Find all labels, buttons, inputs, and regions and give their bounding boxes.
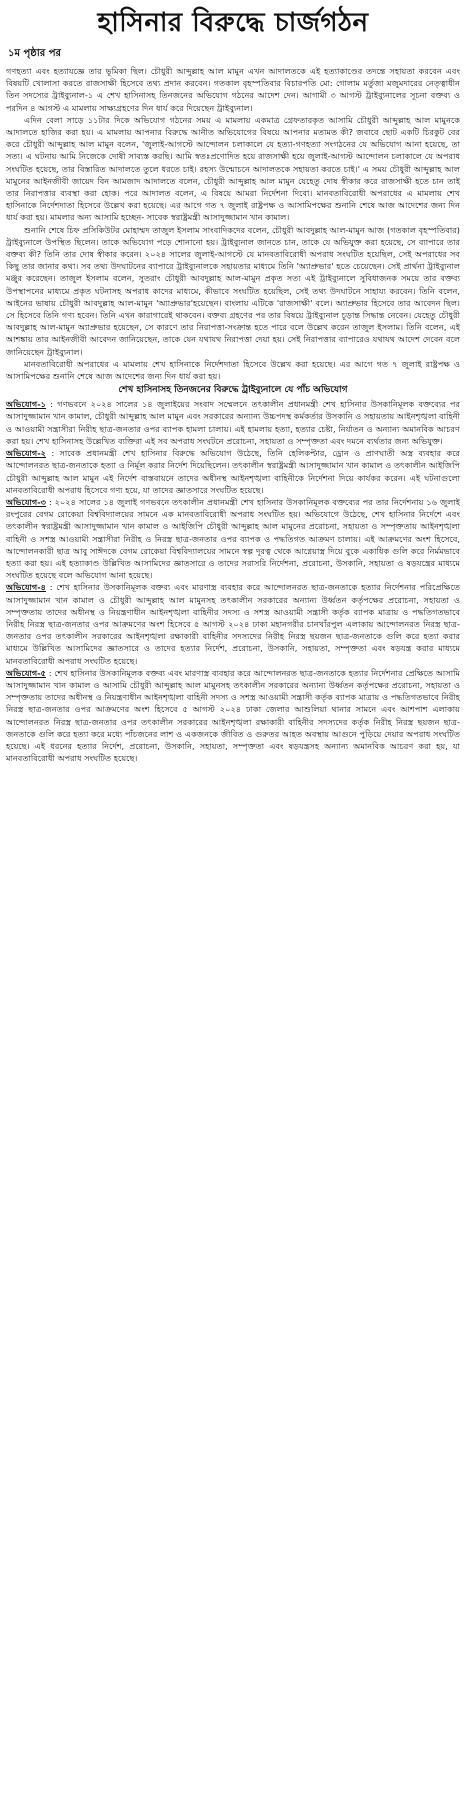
news-article [6, 4, 460, 764]
charge-text: : শেখ হাসিনার উসকানিমূলক বক্তব্য এবং মারণাস্ত্র ব্যবহার করে আন্দোলনরত ছাত্র-জনতাকে হত্যার নির্দেশনার পরিপ্রেক্ষিতে আসাদুজ্জামান খান কামাল ও চৌধুরী আব্দুল্লাহ আল মামুনসহ তৎকালীন সরকারের অন্যান্য উর্ধ্বতন কর্তৃপক্ষের প্ররোচনা, সহায়তা ও সম্পৃক্ততায় তাদের অধীনস্থ ও নিয়ন্ত্রণাধীন আইনশৃঙ্খলা বাহিনীর সদস্য ও সশস্ত্র আওয়ামী সন্ত্রাসী কর্তৃক ব্যাপক মাত্রায় ও পদ্ধতিগতভাবে নিরীহ নিরস্ত্র ছাত্র-জনতার ওপর আক্রমণের অংশ হিসেবে ৫ আগস্ট ২০২৪ ঢাকা মহানগরীর চানখাঁরপুল এলাকায় আন্দোলনরত নিরস্ত্র ছাত্র-জনতার ওপর তৎকালীন সরকারের আইনশৃঙ্খলা রক্ষাকারী বাহিনীর সদস্যদের নিরীহ নিরস্ত্র ছয়জন ছাত্র-জনতাকে গুলি করে হত্যা করার মাধ্যমে উল্লিখিত আসামিদের জ্ঞাতসারে ও তাদের হত্যার নির্দেশ, প্ররোচনা, উসকানি, সহায়তা, সম্পৃক্ততা এবং ষড়যন্ত্র করার মাধ্যমে মানবতাবিরোধী অপরাধ সংঘটিত হয়েছে। [6, 582, 460, 666]
article-paragraph: গণহত্যা এবং হত্যাযজ্ঞে তার ভূমিকা ছিল। চৌধুরী আব্দুল্লাহ আল মামুন এখন আদালতকে এই হত্যাকাণ্ডের তদন্তে সহায়তা করবেন এবং বিষয়টি খোলাসা করতে রাজসাক্ষী হিসেবে তথ্য প্রদান করবেন। গতকাল বৃহস্পতিবার বিচারপতি মো: গোলাম মর্তুজা মজুমদারের নেতৃত্বাধীন তিন সদস্যের ট্রাইব্যুনাল-১ এ শেখ হাসিনাসহ তিনজনের অভিযোগ গঠনের আদেশ দেন। আগামী ৩ আগস্ট ট্রাইব্যুনালের সূচনা বক্তব্য ও পরদিন ৪ আগস্ট এ মামলায় সাক্ষ্যগ্রহণের দিন ধার্য করে দিয়েছেন ট্রাইব্যুনাল। [6, 66, 460, 113]
article-headline: হাসিনার বিরুদ্ধে চার্জগঠন [97, 8, 369, 38]
charge-title: অভিযোগ-৪ [6, 582, 46, 593]
article-paragraph: শুনানি শেষে চিফ প্রসিকিউটর মোহাম্মদ তাজুল ইসলাম সাংবাদিকদের বলেন, চৌধুরী আবদুল্লাহ আল-মামুন আজ (গতকাল বৃহস্পতিবার) ট্রাইব্যুনালে উপস্থিত ছিলেন। তাকে অভিযোগ পড়ে শোনানো হয়। ট্রাইব্যুনাল জানতে চান, তাকে যে অভিযুক্ত করা হয়েছে, সে ব্যাপারে তার বক্তব্য কী? তিনি তার দোষ স্বীকার করেন। ২০২৪ সালের জুলাই-আগস্টে যে মানবতাবিরোধী অপরাধ সংঘটিত হয়েছিল, সেই অপরাধের সব কিছু তার জানার কথা। সব তথ্য উদঘাটনের ব্যাপারে ট্রাইব্যুনালকে সহায়তার মাধ্যমে তিনি 'অ্যাপ্রুভার' হতে চেয়েছেন। সেই প্রার্থনা ট্রাইব্যুনাল মঞ্জুর করেছেন। তাজুল ইসলাম বলেন, সুতরাং চৌধুরী আবদুল্লাহ আল-মামুন প্রকৃত সত্য এই ট্রাইব্যুনালে সুবিধাজনক সময়ে তার বক্তব্য উপস্থাপনের মাধ্যমে প্রকৃত ঘটনাসহ অপরাধ কাদের মাধ্যমে, কীভাবে সংঘটিত হয়েছিল, সেই তথ্য উদঘাটনে সাহায্য করবেন। তিনি বলেন, আইনের ভাষায় চৌধুরী আবদুল্লাহ আল-মামুন 'অ্যাপ্রুভার'হয়েছেন। বাংলায় এটিকে 'রাজসাক্ষী' বলে। অ্যাপ্রুভার হিসেবে তার আবেদন ছিল। সে হিসেবে তিনি গণ্য হবেন। তিনি এখন কারাগারেই থাকবেন। বক্তব্য গ্রহণের পর তার বিষয়ে ট্রাইব্যুনাল চূড়ান্ত সিদ্ধান্ত নেবেন। যেহেতু চৌধুরী আবদুল্লাহ আল-মামুন অ্যাপ্রুভার হয়েছেন, সে কারণে তার নিরাপত্তা-সংক্রান্ত হতে পারে বলে উল্লেখ করেন তাজুল ইসলাম। তিনি বলেন, এই আশঙ্কায় তার আইনজীবী আবেদন জানিয়েছেন, তাকে যেন যথাযথ নিরাপত্তা দেয়া হয়। সেই নিরাপত্তার ব্যাপারেও যথাযথ আদেশ দেবেন বলে জানিয়েছেন ট্রাইব্যুনাল। [6, 224, 460, 357]
charge-item [6, 581, 460, 666]
charge-title: অভিযোগ-৫ [6, 667, 46, 678]
charge-item [6, 667, 460, 765]
charges-subheading: শেখ হাসিনাসহ তিনজনের বিরুদ্ধে ট্রাইব্যুনালে যে পাঁচ অভিযোগ [118, 385, 348, 396]
charge-title: অভিযোগ-৩ [6, 496, 47, 507]
charge-text: : শেখ হাসিনার উসকানিমূলক বক্তব্য এবং মারণাস্ত্র ব্যবহার করে আন্দোলনরত ছাত্র-জনতাকে হত্যার নির্দেশনার প্রেক্ষিতে আসামি আসাদুজ্জামান খান কামাল ও আসামি চৌধুরী আব্দুল্লাহ আল মামুনসহ তৎকালীন সরকারের অন্যান্য উর্ধ্বতন কর্তৃপক্ষের প্ররোচনা, সহায়তা ও সম্পৃক্ততায় তাদের অধীনস্থ ও নিয়ন্ত্রণাধীন আইনশৃঙ্খলা বাহিনী সদস্য ও সশস্ত্র আওয়ামী সন্ত্রাসী কর্তৃক ব্যাপক মাত্রায় ও পদ্ধতিগতভাবে নিরীহ নিরস্ত্র ছাত্র-জনতার ওপর আক্রমণের অংশ হিসেবে ৫ আগস্ট ২০২৪ ঢাকা জেলার আশুলিয়া থানার সামনে এবং আশপাশ এলাকায় আন্দোলনরত নিরস্ত্র ছাত্র-জনতার ওপর তৎকালীন সরকারের আইনশৃঙ্খলা রক্ষাকারী বাহিনীর সদস্যদের কর্তৃক নিরীহ নিরস্ত্র ছয়জন ছাত্র-জনতাকে গুলি করে হত্যা করে মধ্যে পাঁচজনের লাশ ও একজনকে জীবিত ও গুরুতর আহত অবস্থায় আগুনে পুড়িয়ে দেয়ার অপরাধ সংঘটিত হয়েছে। এই ধরনের হত্যার নির্দেশ, প্ররোচনা, উসকানি, সহায়তা, সম্পৃক্ততা এবং ষড়যন্ত্রসহ অন্যান্য অমানবিক আচরণ করা হয়, যা মানবতাবিরোধী অপরাধ সংঘটিত হয়েছে। [6, 667, 460, 764]
charge-item [6, 447, 460, 496]
charge-text: : সাবেক প্রধানমন্ত্রী শেখ হাসিনার বিরুদ্ধে অভিযোগ উঠেছে, তিনি হেলিকপ্টার, ড্রোন ও প্রাণঘাতী অস্ত্র ব্যবহার করে আন্দোলনরত ছাত্র-জনতাকে হত্যা ও নির্মূল করার নির্দেশ দিয়েছিলেন। তৎকালীন স্বরাষ্ট্রমন্ত্রী আসাদুজ্জামান খান কামাল ও তৎকালীন আইজিপি চৌধুরী আব্দুল্লাহ আল মামুন এই নির্দেশ বাস্তবায়নে তাদের অধীনস্থ আইনশৃঙ্খলা বাহিনীকে নির্দেশনা দিয়ে কার্যকর করেন। এই ঘটনাগুলো মানবতাবিরোধী অপরাধ হিসেবে গণ্য হয়ে, যা তাদের জ্ঞাতসারে সংঘটিত হয়েছে। [6, 448, 460, 495]
charge-item [6, 398, 460, 447]
charge-title: অভিযোগ-১ [6, 399, 46, 410]
article-paragraph: এদিন বেলা সাড়ে ১১টার দিকে অভিযোগ গঠনের সময় এ মামলায় একমাত্র গ্রেফতারকৃত আসামি চৌধুরী আব্দুল্লাহ আল মামুনকে আদালতে হাজির করা হয়। এ মামলায় আপনার বিরুদ্ধে আনীত অভিযোগের বিষয়ে আপনার মতামত কী? জবাবে ছোট একটি চিরকুট বের করে চৌধুরী আব্দুল্লাহ আল মামুন বলেন, 'জুলাই-আগস্টে আন্দোলন চলাকালে যে হত্যা-গণহত্যা সংগঠনের যে অভিযোগ আনা হয়েছে, তা সত্য। এ ঘটনায় আমি নিজেকে দোষী সাব্যস্ত করছি। আমি স্বতঃপ্রণোদিত হয়ে রাজসাক্ষী হয়ে জুলাই-আগস্ট আন্দোলন চলাকালে যে অপরাধ সংঘটিত হয়েছে, তার বিস্তারিত আদালতে তুলে ধরতে চাই। রহস্য উন্মোচনে আদালতকে সহায়তা করতে চাই।' এ সময় চৌধুরী আব্দুল্লাহ আল মামুনের আইনজীবী জায়েদ বিন আমজাদ আদালতে বলেন, চৌধুরী আব্দুল্লাহ আল মামুন যেহেতু দোষ স্বীকার করে রাজসাক্ষী হতে চান তাই তার নিরাপত্তার ব্যবস্থা করা হোক। পরে আদালত বলেন, এ বিষয়ে আমরা নির্দেশনা দিবো। মানবতাবিরোধী অপরাধের এ মামলায় শেখ হাসিনাকে নির্দেশদাতা হিসেবে উল্লেখ করা হয়েছে। এর আগে গত ৭ জুলাই রাষ্ট্রপক্ষ ও আসামিপক্ষের শুনানি শেষে আজ আদেশের জন্য দিন ধার্য করা হয়। মামলার অন্য আসামি হচ্ছেন- সাবেক স্বরাষ্ট্রমন্ত্রী আসাদুজ্জামান খান কামাল। [6, 114, 460, 223]
continued-from-label: ১ম পৃষ্ঠার পর [8, 48, 61, 59]
charge-text: : ২০২৪ সালের ১৪ জুলাই গণভবনে তৎকালীন প্রধানমন্ত্রী শেখ হাসিনার উসকানিমূলক বক্তব্যের পর তার নির্দেশনায় ১৬ জুলাই রংপুরের বেগম রোকেয়া বিশ্ববিদ্যালয়ের সামনে এক মানবতাবিরোধী অপরাধ সংঘটিত হয়। অভিযোগে উঠেছে, শেখ হাসিনার নির্দেশে এবং তৎকালীন স্বরাষ্ট্রমন্ত্রী আসাদুজ্জামান খান কামাল ও আইজিপি চৌধুরী আব্দুল্লাহ আল মামুনের প্ররোচনা, সহায়তা ও সম্পৃক্ততায় আইনশৃঙ্খলা বাহিনী ও সশস্ত্র আওয়ামী সন্ত্রাসীরা নিরীহ ও নিরস্ত্র ছাত্র-জনতার ওপর ব্যাপক ও পদ্ধতিগত আক্রমণ চালায়। এই আক্রমণের অংশ হিসেবে, আন্দোলনকারী ছাত্র আবু সাঈদকে বেগম রোকেয়া বিশ্ববিদ্যালয়ের সামনে স্বল্প দূরত্ব থেকে আগ্নেয়াস্ত্র দিয়ে বুকে একাধিক গুলি করে নির্মমভাবে হত্যা করা হয়। এই হত্যাকাণ্ড উল্লিখিত আসামিদের জ্ঞাতসারে ও তাদের সরাসরি নির্দেশনা, প্ররোচনা, উসকানি, সহায়তা ও ষড়যন্ত্রের মাধ্যমে সংঘটিত হয়েছে বলে অভিযোগ আনা হয়েছে। [6, 496, 460, 581]
article-paragraph: মানবতাবিরোধী অপরাধের এ মামলায় শেখ হাসিনাকে নির্দেশদাতা হিসেবে উল্লেখ করা হয়েছে। এর আগে গত ৭ জুলাই রাষ্ট্রপক্ষ ও আসামিপক্ষের শুনানি শেষে আজ আদেশের জন্য দিন ধার্য করা হয়। [6, 358, 460, 382]
charge-text: : গণভবনে ২০২৪ সালের ১৪ জুলাইয়ের সংবাদ সম্মেলনে তৎকালীন প্রধানমন্ত্রী শেখ হাসিনার উসকানিমূলক বক্তব্যের পর আসাদুজ্জামান খান কামাল, চৌধুরী আব্দুল্লাহ আল মামুন এবং সরকারের অন্যান্য উচ্চপদস্থ কর্মকর্তার উসকানি ও সহায়তায় আইনশৃঙ্খলা বাহিনী ও আওয়ামী সন্ত্রাসীরা নিরীহ ছাত্র-জনতার ওপর ব্যাপক হামলা চালায়। এই হামলায় হত্যা, হত্যার চেষ্টা, নির্যাতন ও অন্যান্য অমানবিক আচরণ করা হয়। শেখ হাসিনাসহ উল্লেখিত ব্যক্তিরা এই সব অপরাধ সংঘটনে প্ররোচনা, সহায়তা ও সম্পৃক্ততা এবং দমনে ব্যর্থতার জন্য অভিযুক্ত। [6, 399, 460, 446]
charge-title: অভিযোগ-২ [6, 448, 47, 459]
charge-item [6, 496, 460, 581]
